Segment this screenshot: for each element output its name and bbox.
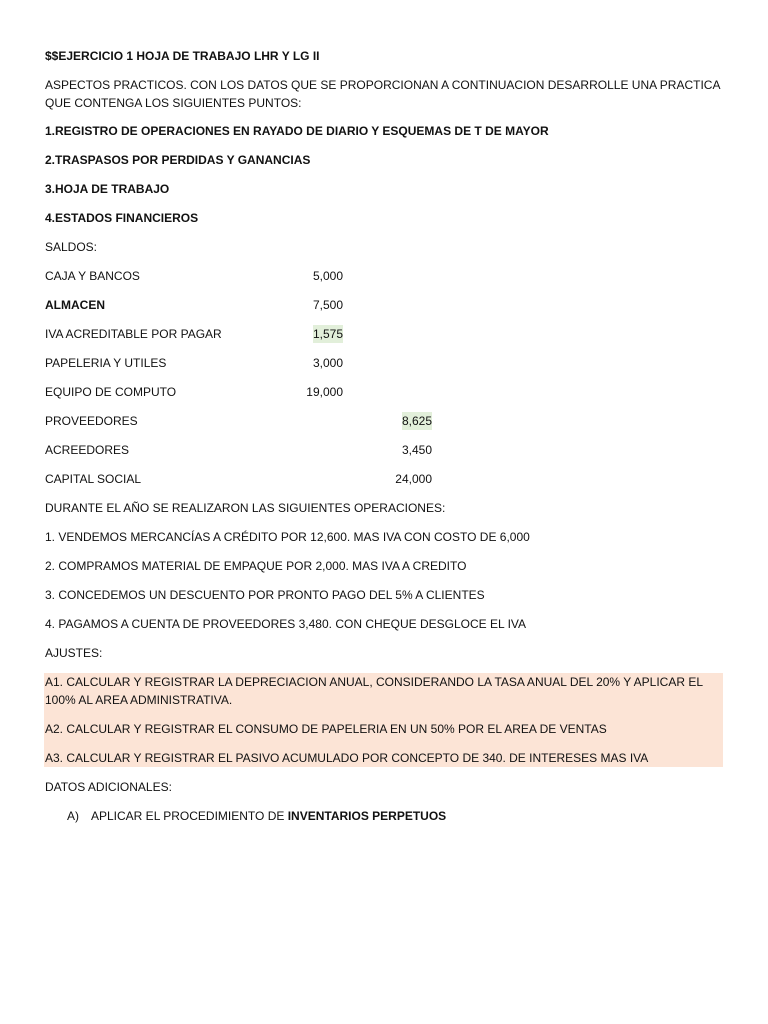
saldo-label: ALMACEN bbox=[45, 298, 105, 312]
saldo-row-proveedores bbox=[45, 412, 725, 430]
operacion-4: 4. PAGAMOS A CUENTA DE PROVEEDORES 3,480. CON CHEQUE DESGLOCE EL IVA bbox=[45, 617, 527, 631]
saldo-row-equipo-computo bbox=[45, 383, 725, 401]
saldo-label: PROVEEDORES bbox=[45, 414, 138, 428]
ajustes-heading: AJUSTES: bbox=[45, 646, 103, 660]
document-title: $$EJERCICIO 1 HOJA DE TRABAJO LHR Y LG II bbox=[45, 49, 320, 63]
saldo-label: CAPITAL SOCIAL bbox=[45, 472, 142, 486]
ajustes-highlight-block bbox=[45, 673, 725, 767]
saldo-label: PAPELERIA Y UTILES bbox=[45, 356, 167, 370]
saldo-debe-value: 3,000 bbox=[312, 356, 343, 370]
datos-adicionales-heading: DATOS ADICIONALES: bbox=[45, 780, 172, 794]
ajuste-a2: A2. CALCULAR Y REGISTRAR EL CONSUMO DE PAPELERIA EN UN 50% POR EL AREA DE VENTAS bbox=[45, 722, 607, 736]
intro-paragraph: ASPECTOS PRACTICOS. CON LOS DATOS QUE SE PROPORCIONAN A CONTINUACION DESARROLLE UNA PRACTICA QUE CONTENGA LOS SIGUIENTES PUNTOS: bbox=[45, 78, 720, 110]
ajuste-a3: A3. CALCULAR Y REGISTRAR EL PASIVO ACUMULADO POR CONCEPTO DE 340. DE INTERESES MAS IVA bbox=[45, 751, 649, 765]
operacion-2: 2. COMPRAMOS MATERIAL DE EMPAQUE POR 2,000. MAS IVA A CREDITO bbox=[45, 559, 467, 573]
operacion-1: 1. VENDEMOS MERCANCÍAS A CRÉDITO POR 12,600. MAS IVA CON COSTO DE 6,000 bbox=[45, 530, 530, 544]
saldos-heading: SALDOS: bbox=[45, 240, 98, 254]
saldo-row-papeleria bbox=[45, 354, 725, 372]
saldo-label: EQUIPO DE COMPUTO bbox=[45, 385, 177, 399]
saldo-row-almacen bbox=[45, 296, 725, 314]
operaciones-heading: DURANTE EL AÑO SE REALIZARON LAS SIGUIENTES OPERACIONES: bbox=[45, 501, 446, 515]
document-page bbox=[45, 47, 725, 825]
saldo-label: ACREEDORES bbox=[45, 443, 130, 457]
datos-text: APLICAR EL PROCEDIMIENTO DE bbox=[91, 809, 288, 823]
saldo-haber-value-highlighted: 8,625 bbox=[401, 414, 432, 428]
point-3: 3.HOJA DE TRABAJO bbox=[45, 182, 170, 196]
list-marker: A) bbox=[67, 809, 79, 823]
point-4: 4.ESTADOS FINANCIEROS bbox=[45, 211, 199, 225]
saldo-row-acreedores bbox=[45, 441, 725, 459]
saldo-label: IVA ACREDITABLE POR PAGAR bbox=[45, 327, 222, 341]
saldo-row-caja-bancos bbox=[45, 267, 725, 285]
saldo-debe-value: 19,000 bbox=[306, 385, 343, 399]
point-1: 1.REGISTRO DE OPERACIONES EN RAYADO DE DIARIO Y ESQUEMAS DE T DE MAYOR bbox=[45, 124, 549, 138]
datos-bold-text: INVENTARIOS PERPETUOS bbox=[287, 809, 447, 823]
saldo-debe-value: 7,500 bbox=[312, 298, 343, 312]
saldo-debe-value-highlighted: 1,575 bbox=[312, 327, 343, 341]
saldo-haber-value: 3,450 bbox=[401, 443, 432, 457]
saldo-debe-value: 5,000 bbox=[312, 269, 343, 283]
saldo-label: CAJA Y BANCOS bbox=[45, 269, 140, 283]
saldo-row-capital-social bbox=[45, 470, 725, 488]
datos-list-item bbox=[67, 807, 725, 825]
saldo-row-iva-acreditable bbox=[45, 325, 725, 343]
saldo-haber-value: 24,000 bbox=[395, 472, 432, 486]
ajuste-a1: A1. CALCULAR Y REGISTRAR LA DEPRECIACION ANUAL, CONSIDERANDO LA TASA ANUAL DEL 20% Y APLICAR EL 100% AL AREA ADMINISTRATIVA. bbox=[45, 675, 703, 707]
point-2: 2.TRASPASOS POR PERDIDAS Y GANANCIAS bbox=[45, 153, 311, 167]
operacion-3: 3. CONCEDEMOS UN DESCUENTO POR PRONTO PAGO DEL 5% A CLIENTES bbox=[45, 588, 485, 602]
